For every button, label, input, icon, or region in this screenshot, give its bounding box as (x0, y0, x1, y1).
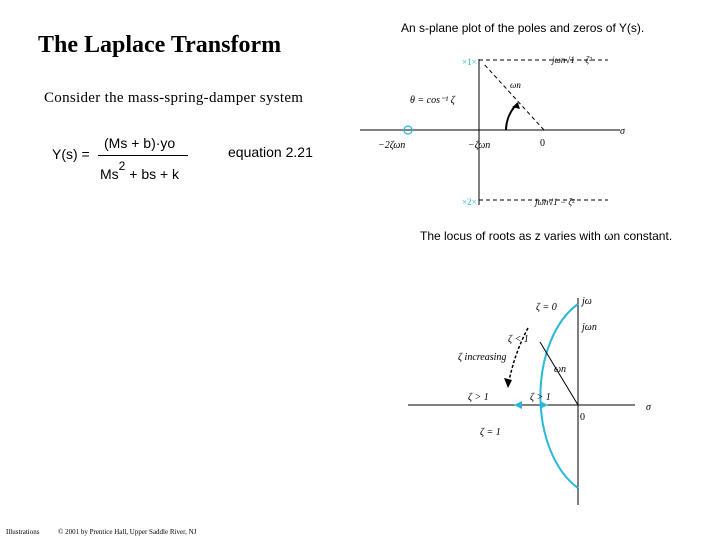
label-zeta-gt1-right: ζ > 1 (530, 392, 551, 403)
label-zero-left: −2ζωn (378, 140, 406, 151)
figure2-caption: The locus of roots as z varies with ωn constant. (420, 229, 673, 243)
fraction-bar (98, 155, 188, 156)
upper-pole-marker: ×1× (462, 57, 477, 67)
figure1-caption: An s-plane plot of the poles and zeros of Y(s). (401, 21, 645, 35)
label-origin: 0 (580, 412, 585, 423)
footer-copyright: © 2001 by Prentice Hall, Upper Saddle River, NJ (58, 528, 197, 536)
label-wn: ωn (554, 364, 567, 375)
label-top-right: jωn√1 − ζ² (552, 55, 592, 65)
label-zero-mid: −ζωn (468, 140, 491, 151)
label-wn: ωn (510, 80, 521, 90)
label-bottom-right: jωn√1 − ζ² (535, 197, 575, 207)
figure1-radial-line (483, 63, 544, 130)
label-origin: 0 (540, 138, 545, 149)
label-zeta-lt1: ζ < 1 (508, 334, 529, 345)
equation-denominator (100, 159, 180, 182)
footer-illustrations: Illustrations (6, 528, 40, 536)
label-zeta-gt1-left: ζ > 1 (468, 392, 489, 403)
equation-lhs: Y(s) = (52, 146, 90, 162)
label-jw: jω (582, 296, 592, 307)
label-sigma: σ (646, 402, 651, 413)
label-zeta-zero: ζ = 0 (536, 302, 557, 313)
denominator-exponent: 2 (118, 159, 126, 173)
label-zeta-increasing: ζ increasing (458, 352, 507, 363)
slide-title: The Laplace Transform (38, 32, 282, 58)
label-sigma: σ (620, 126, 625, 137)
denominator-term-ms: Ms (100, 166, 119, 182)
equation-numerator: (Ms + b)·yo (104, 135, 176, 151)
root-locus-figure (400, 290, 700, 510)
zeta-increasing-arrowhead (504, 378, 512, 388)
locus-arrow-left (514, 401, 522, 409)
denominator-rest: + bs + k (125, 166, 180, 182)
label-theta: θ = cos⁻¹ ζ (410, 95, 455, 106)
lower-pole-marker: ×2× (462, 197, 477, 207)
label-jwn: jωn (582, 322, 597, 333)
slide-subtitle: Consider the mass-spring-damper system (44, 90, 304, 106)
label-zeta-eq1: ζ = 1 (480, 427, 501, 438)
s-plane-poles-zeros-figure (350, 45, 650, 215)
equation-label: equation 2.21 (228, 144, 313, 160)
